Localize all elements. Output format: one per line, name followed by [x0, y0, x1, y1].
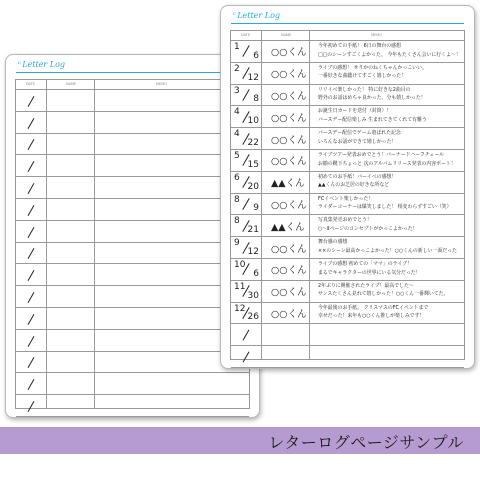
table-row: [16, 330, 249, 352]
date-slash: [243, 329, 250, 340]
date-month: 8: [234, 194, 240, 205]
entry-name: ○○くん: [271, 112, 307, 124]
letter-log-logo: ᶜLetter Log: [18, 60, 66, 70]
entry-date: [231, 150, 261, 171]
date-month: 5: [234, 151, 240, 161]
header-date: DATE: [26, 82, 36, 86]
date-day: 9: [253, 203, 259, 214]
table-row: [231, 237, 464, 259]
date-slash: [28, 183, 35, 194]
logo-underline: [16, 72, 249, 73]
table-row: [231, 85, 464, 107]
memo-line: まるでキャラクターの世界にいる気分だった！: [318, 269, 421, 276]
entry-date: [231, 41, 261, 62]
date-slash: [28, 140, 35, 151]
entry-memo: [318, 86, 462, 103]
date-day: 26: [247, 312, 259, 323]
memo-line: バースデー配信楽しみ 生まれてきてくれて有難う: [318, 116, 427, 123]
entry-date: [231, 63, 261, 84]
memo-line: 野外のお話はめちゃ良かった、分も嬉しかった！: [318, 95, 426, 102]
memo-line: 一番好きな曲聴けてすごく嬉しかった！: [318, 73, 407, 80]
table-row: [231, 259, 464, 281]
table-row: [231, 194, 464, 216]
table-row: [231, 172, 464, 194]
entry-name: ○○くん: [271, 90, 307, 102]
blank-rows: [16, 90, 249, 408]
caption-banner: [0, 427, 480, 454]
table-row: [16, 199, 249, 221]
date-month: 1: [234, 42, 240, 52]
entry-date: [231, 106, 261, 127]
memo-line: ライブツアー発表おめでとう！バーナードハーフチェール: [318, 152, 445, 158]
header-name: NAME: [66, 82, 77, 86]
memo-line: FCイベント楽しかった！: [318, 195, 374, 202]
table-row: [16, 221, 249, 243]
date-day: 12: [247, 246, 259, 257]
table-header: [231, 31, 464, 41]
date-month: 8: [234, 216, 240, 227]
memo-line: ライダーコーナーは爆笑しました！ 相変わらずすごい（笑）: [318, 204, 452, 211]
entry-memo: [318, 216, 462, 233]
date-day: 22: [247, 137, 259, 148]
date-month: 4: [234, 107, 240, 118]
table-row: [16, 308, 249, 330]
entry-name: ○○くん: [271, 134, 307, 146]
table-row: [231, 128, 464, 150]
swirl-icon: ᶜ: [18, 60, 22, 70]
filled-log-table: [230, 30, 465, 360]
letter-log-logo: ᶜLetter Log: [233, 11, 281, 21]
date-slash: [242, 198, 249, 210]
table-row: [16, 134, 249, 156]
table-row: [16, 286, 249, 308]
date-slash: [28, 118, 35, 129]
date-slash: [28, 96, 35, 107]
entry-date: [231, 303, 261, 324]
table-row: [231, 324, 464, 346]
blank-log-table: [15, 79, 250, 409]
table-row: [16, 155, 249, 177]
date-slash: [28, 379, 35, 390]
entry-memo: [318, 173, 462, 190]
table-row: [16, 177, 249, 199]
date-day: 20: [247, 181, 259, 192]
memo-line: ▲▲くんのお芝居の好きな所など: [318, 182, 390, 189]
memo-line: リリイベ楽しかった！ 特に好きな2曲目の: [318, 86, 411, 93]
memo-line: ××のシーン最高かっこよかった！○○くんの新しい一面だった: [318, 247, 457, 254]
memo-line: 今年初めての手紙！ 6日の舞台の感想: [318, 43, 401, 49]
entry-memo: [318, 195, 462, 212]
date-slash: [28, 227, 35, 238]
table-row: [231, 63, 464, 85]
entry-name: ○○くん: [271, 47, 307, 59]
memo-line: 2年ぶりに開催されたライブ！最高でした～: [318, 282, 414, 289]
memo-line: □□のシーンすごくよかった。 今年もたくさん会いに行くよ～！: [318, 51, 461, 58]
date-month: 4: [234, 129, 240, 140]
entry-date: [231, 346, 261, 367]
entry-memo: [318, 282, 462, 299]
entry-date: [231, 172, 261, 193]
entry-date: [231, 259, 261, 280]
entry-name: ○○くん: [271, 199, 307, 211]
table-header: [16, 80, 249, 90]
swirl-icon: ᶜ: [233, 11, 237, 21]
table-row: [231, 106, 464, 128]
date-month: 11: [234, 281, 246, 292]
date-slash: [28, 270, 35, 281]
table-row: [231, 303, 464, 325]
date-day: 30: [247, 290, 259, 301]
date-slash: [28, 336, 35, 347]
date-day: 12: [247, 72, 259, 83]
date-slash: [28, 205, 35, 216]
date-slash: [28, 401, 35, 412]
entry-date: [231, 194, 261, 215]
date-slash: [242, 46, 249, 58]
memo-line: お誕生日カードを送付（封筒）！: [318, 108, 392, 115]
entry-memo: [318, 304, 462, 321]
table-row: [231, 150, 464, 172]
date-day: 10: [247, 116, 259, 127]
memo-line: 初めてのお手紙！バーイベの感想！: [318, 173, 397, 180]
memo-line: ○～Ⅱページのコンセプトがかっこよかった！: [318, 225, 418, 232]
date-day: 6: [253, 50, 259, 61]
date-month: 6: [234, 172, 240, 183]
date-month: 2: [234, 63, 240, 74]
date-month: 9: [234, 238, 240, 249]
date-day: 15: [247, 159, 259, 170]
table-row: [16, 243, 249, 265]
table-row: [16, 112, 249, 134]
entry-name: ○○くん: [271, 243, 307, 255]
memo-line: お揃の靴下ちょっと 次のアルバムリリース発表の内容ポート！: [318, 160, 456, 167]
logo-underline: [231, 23, 464, 24]
entry-memo: [318, 151, 462, 168]
memo-line: 舞台感の感想: [318, 239, 348, 246]
memo-line: 幸せだった！来年も○○くん推しが楽しみです！: [318, 313, 425, 320]
entry-memo: [318, 107, 462, 124]
memo-line: バースデー配信でゲーム遊ばれた記念: [318, 130, 401, 137]
memo-line: 写真集発売おめでとう！: [318, 217, 372, 224]
date-slash: [242, 89, 249, 101]
entry-date: [231, 215, 261, 236]
date-day: 6: [253, 268, 259, 279]
memo-line: いろんなお話ができて嬉しかった！: [318, 138, 397, 145]
table-row: [16, 90, 249, 112]
date-day: 21: [247, 225, 259, 236]
date-slash: [28, 161, 35, 172]
entry-memo: [318, 129, 462, 146]
entry-rows: [231, 41, 464, 359]
table-row: [231, 281, 464, 303]
memo-line: サンスたくさん見れて嬉しかった！○○くん一番輝いてた。: [318, 291, 449, 298]
entry-name: ▲▲くん: [271, 178, 305, 190]
entry-memo: [318, 64, 462, 81]
date-month: 10: [234, 260, 246, 270]
filled-log-sheet: [220, 5, 475, 369]
table-row: [16, 395, 249, 417]
date-month: 12: [234, 303, 246, 314]
entry-date: [231, 128, 261, 149]
entry-memo: [318, 42, 462, 59]
entry-name: ○○くん: [271, 287, 307, 299]
entry-name: ○○くん: [271, 69, 307, 81]
date-slash: [28, 358, 35, 369]
entry-name: ○○くん: [271, 265, 307, 277]
table-row: [16, 352, 249, 374]
banner-caption: レターログページサンプル: [268, 433, 464, 452]
entry-name: ○○くん: [271, 156, 307, 168]
table-row: [231, 346, 464, 368]
entry-memo: [318, 238, 462, 255]
date-day: 8: [253, 94, 259, 105]
entry-date: [231, 281, 261, 302]
table-row: [231, 215, 464, 237]
entry-date: [231, 237, 261, 258]
date-slash: [243, 351, 250, 362]
memo-line: ライブの感想 初めての「ママ」のライブ！: [318, 261, 412, 267]
date-slash: [28, 249, 35, 260]
entry-date: [231, 85, 261, 106]
entry-memo: [318, 260, 462, 277]
header-memo: MEMO: [371, 33, 383, 37]
date-slash: [28, 292, 35, 303]
date-slash: [28, 314, 35, 325]
entry-date: [231, 324, 261, 345]
table-row: [16, 264, 249, 286]
entry-name: ▲▲くん: [271, 221, 305, 233]
entry-name: ○○くん: [271, 308, 307, 320]
date-month: 3: [234, 85, 240, 96]
header-memo: MEMO: [156, 82, 168, 86]
header-date: DATE: [241, 33, 251, 37]
memo-line: 今年最後のお手紙。 クリスマスのFCイベントまで: [318, 304, 429, 311]
header-name: NAME: [281, 33, 292, 37]
table-row: [231, 41, 464, 63]
memo-line: ライブの感想！ せりかのねくちゃんかっこいい。: [318, 64, 427, 71]
table-row: [16, 373, 249, 395]
